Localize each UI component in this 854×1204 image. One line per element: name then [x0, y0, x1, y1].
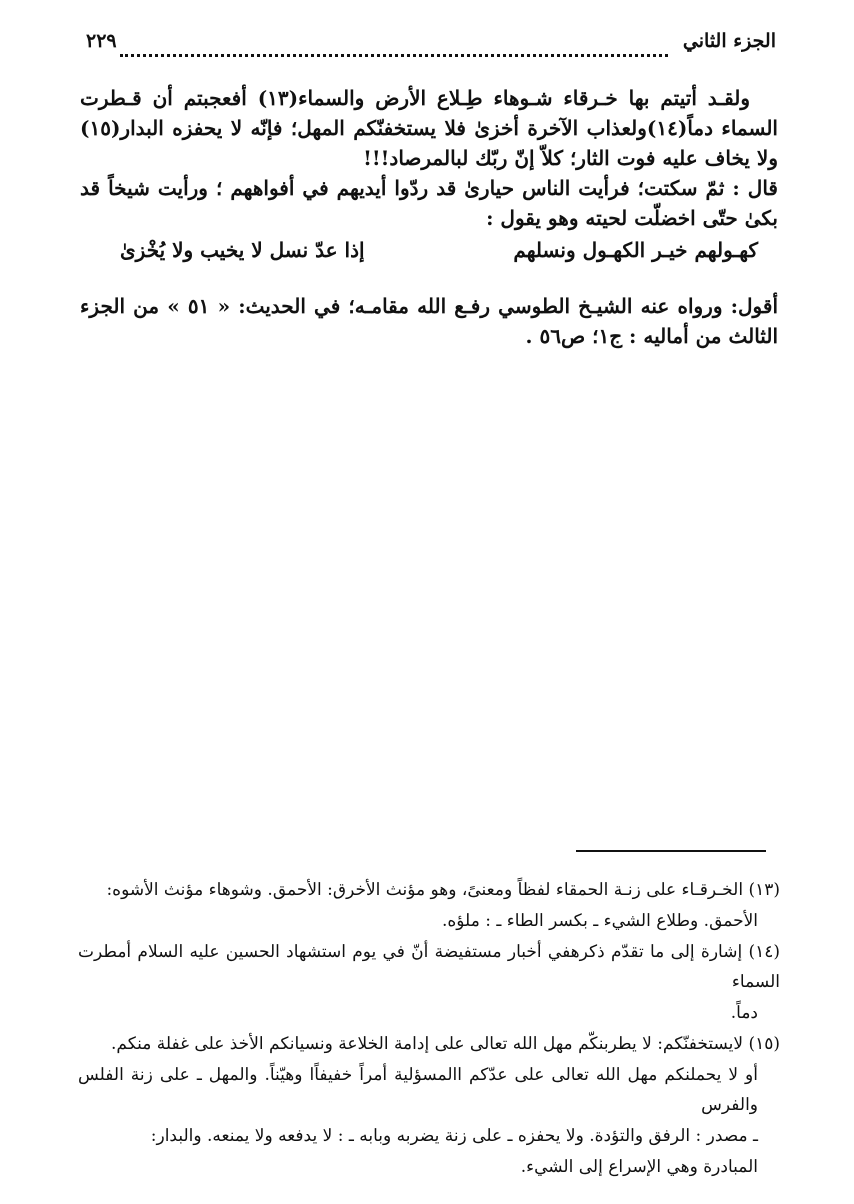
page-header — [86, 30, 776, 64]
footnote-13-line: الأحمق. وطلاع الشيء ـ بكسر الطاء ـ : ملؤه. — [441, 911, 758, 932]
page-number: ٢٢٩ — [86, 30, 117, 52]
footnote-15-line: المبادرة وهي الإسراع إلى الشيء. — [520, 1157, 758, 1178]
main-text — [80, 83, 778, 351]
footnote-15-line: ـ مصدر : الرفق والتؤدة. ولا يحفزه ـ على زنة يضربه وبابه ـ : لا يدفعه ولا يمنعه. والبدار: — [150, 1125, 758, 1146]
leader-dots — [120, 30, 668, 57]
footnote-14-line: (١٤) إشارة إلى ما تقدّم ذكرهفي أخبار مستفيضة أنّ في يوم استشهاد الحسين عليه السلام أمطرت السماء — [78, 942, 780, 992]
verse-second-hemistich: إذا عدّ نسل لا يخيب ولا يُخْزىٰ — [120, 238, 365, 262]
verse-first-hemistich: كهـولهم خيـر الكهـول ونسلهم — [513, 238, 758, 262]
footnote-divider — [576, 850, 766, 852]
poetry-verse — [80, 235, 778, 265]
footnote-14-line: دماً. — [730, 1002, 758, 1023]
paragraph-source-note: أقول: ورواه عنه الشيـخ الطوسي رفـع الله مقامـه؛ في الحديث: « ٥١ » من الجزء الثالث من أماليه : ج١؛ ص٥٦ . — [80, 294, 778, 348]
footnote-13-line: (١٣) الخـرقـاء على زنـة الحمقاء لفظاً ومعنىً، وهو مؤنث الأخرق: الأحمق. وشوهاء مؤنث الأشوه: — [106, 880, 780, 900]
footnote-15-line: أو لا يحملنكم مهل الله تعالى على عدّكم االمسؤلية أمراً خفيفاًا وهيّناً. والمهل ـ على زنة الفلس والفرس — [78, 1065, 758, 1115]
paragraph-speech: ولقـد أتيتم بها خـرقاء شـوهاء طِـلاع الأرض والسماء(١٣) أفعجبتم أن قـطرت السماء دماً(١٤)ولعذاب الآخرة أخزىٰ فلا يستخفنّكم المهل؛ فإنّه لا يحفزه البدار(١٥) ولا يخاف عليه فوت الثار؛ كلاّ إنّ ربّك لبالمرصاد!!! — [80, 86, 778, 170]
footnote-15-line: (١٥) لايستخفنّكم: لا يطربنكّم مهل الله تعالى على إدامة الخلاعة ونسيانكم الأخذ على غفلة منكم. — [111, 1034, 780, 1055]
footnotes — [78, 876, 780, 1184]
paragraph-narration: قال : ثمّ سكتت؛ فرأيت الناس حيارىٰ قد ردّوا أيديهم في أفواههم ؛ ورأيت شيخاً قد بكىٰ حتّى اخضلّت لحيته وهو يقول : — [80, 176, 778, 230]
part-title: الجزء الثاني — [682, 30, 776, 52]
